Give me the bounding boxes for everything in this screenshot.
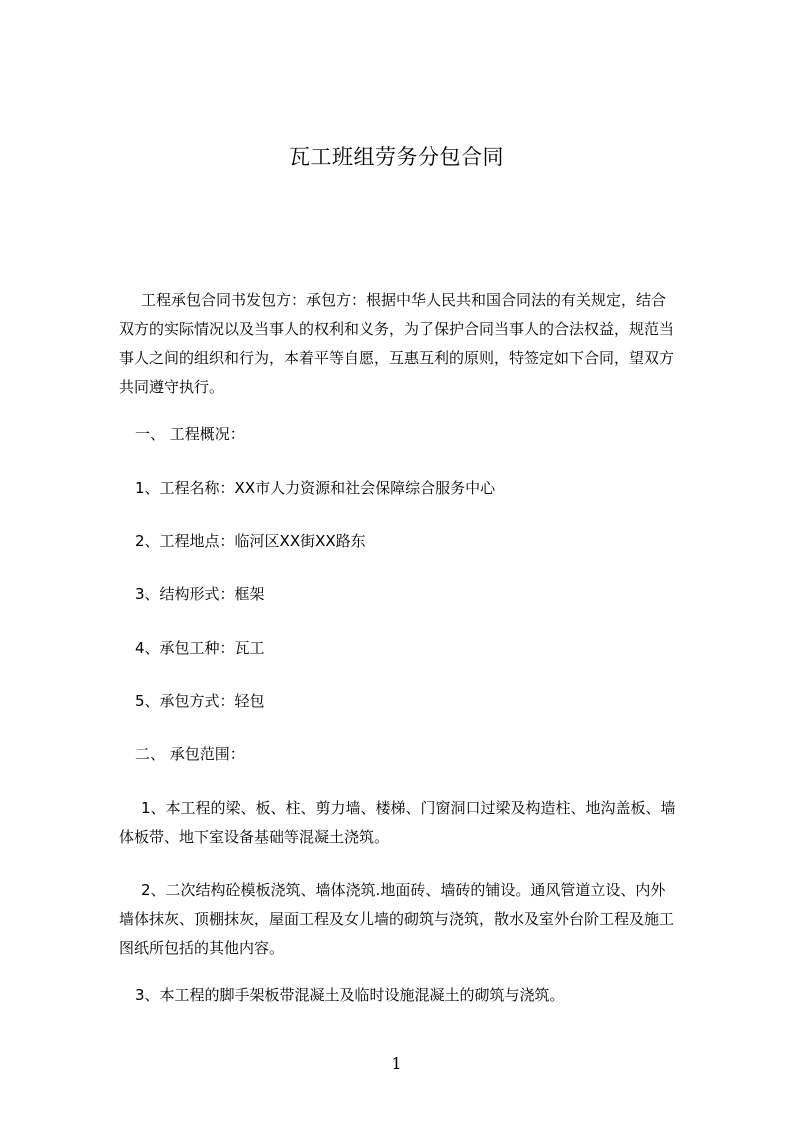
scope-item-scaffold-concrete: 3、本工程的脚手架板带混凝土及临时设施混凝土的砌筑与浇筑。 (135, 986, 565, 1004)
list-item-structure-type: 3、结构形式：框架 (135, 585, 265, 603)
list-item-trade-type: 4、承包工种：瓦工 (135, 639, 265, 657)
scope-item-secondary-structure: 2、二次结构砼模板浇筑、墙体浇筑.地面砖、墙砖的铺设。通风管道立设、内外墙体抹灰、顶棚抹灰，屋面工程及女儿墙的砌筑与浇筑，散水及室外台阶工程及施工图纸所包括的其他内容。 (119, 881, 675, 957)
section-heading-scope: 二、 承包范围： (135, 745, 245, 763)
list-item-project-location: 2、工程地点：临河区XX街XX路东 (135, 532, 366, 550)
document-title: 瓦工班组劳务分包合同 (289, 145, 504, 169)
section-heading-overview: 一、 工程概况： (135, 425, 245, 443)
list-item-contract-method: 5、承包方式：轻包 (135, 692, 265, 710)
scope-item-concrete-pouring: 1、本工程的梁、板、柱、剪力墙、楼梯、门窗洞口过梁及构造柱、地沟盖板、墙体板带、地下室设备基础等混凝土浇筑。 (119, 799, 676, 846)
intro-paragraph: 工程承包合同书发包方：承包方：根据中华人民共和国合同法的有关规定，结合双方的实际情况以及当事人的权利和义务，为了保护合同当事人的合法权益，规范当事人之间的组织和行为，本着平等自愿，互惠互利的原则，特签定如下合同，望双方共同遵守执行。 (119, 291, 675, 396)
page-number: 1 (391, 1054, 402, 1073)
list-item-project-name: 1、工程名称：XX市人力资源和社会保障综合服务中心 (135, 479, 496, 497)
